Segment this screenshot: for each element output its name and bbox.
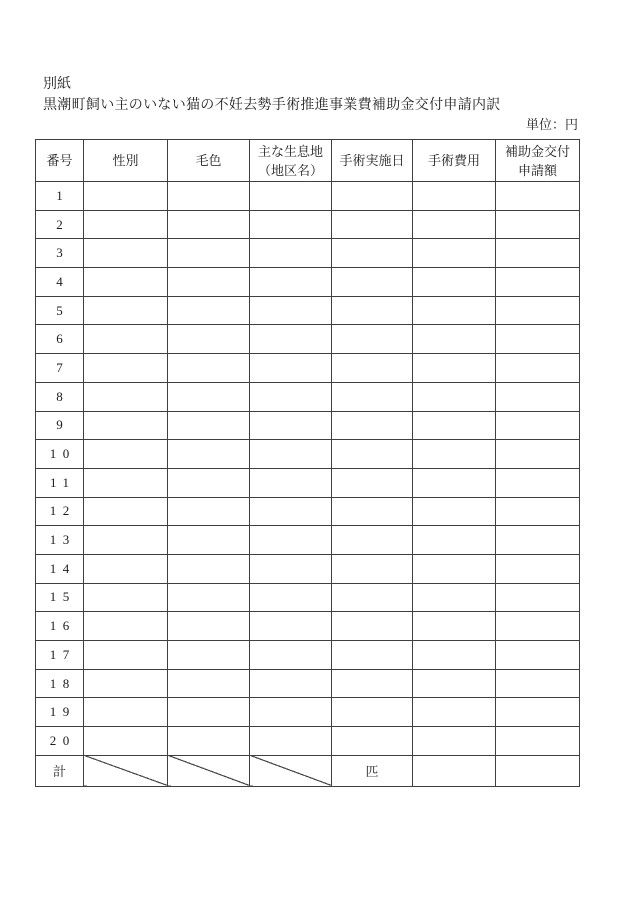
habitat-cell (250, 354, 332, 383)
habitat-cell (250, 554, 332, 583)
habitat-cell (250, 411, 332, 440)
row-number-cell: 9 (36, 411, 84, 440)
coat-color-cell (168, 268, 250, 297)
surgery-cost-cell (413, 382, 496, 411)
subsidy-request-cell (496, 182, 580, 211)
subsidy-request-cell (496, 612, 580, 641)
coat-color-cell (168, 210, 250, 239)
habitat-cell (250, 440, 332, 469)
surgery-date-cell (332, 382, 413, 411)
attachment-label: 別紙 (43, 77, 71, 92)
surgery-date-cell (332, 239, 413, 268)
coat-color-cell (168, 554, 250, 583)
coat-color-cell (168, 669, 250, 698)
sex-cell (84, 612, 168, 641)
total-sex-slash-cell (84, 755, 168, 786)
sex-cell (84, 583, 168, 612)
row-number-cell: 1 (36, 182, 84, 211)
surgery-cost-cell (413, 296, 496, 325)
total-label-cell: 計 (36, 755, 84, 786)
surgery-cost-cell (413, 440, 496, 469)
surgery-date-cell (332, 554, 413, 583)
col-header-sex: 性別 (84, 140, 168, 182)
subsidy-request-cell (496, 354, 580, 383)
col-header-surgery-date: 手術実施日 (332, 140, 413, 182)
surgery-cost-cell (413, 268, 496, 297)
surgery-date-cell (332, 325, 413, 354)
document-title: 黒潮町飼い主のいない猫の不妊去勢手術推進事業費補助金交付申請内訳 (43, 98, 501, 113)
row-number-cell: 12 (36, 497, 84, 526)
surgery-cost-cell (413, 554, 496, 583)
application-breakdown-table (35, 139, 580, 787)
sex-cell (84, 641, 168, 670)
total-habitat-slash-cell (250, 755, 332, 786)
subsidy-request-cell (496, 239, 580, 268)
surgery-date-cell (332, 526, 413, 555)
surgery-date-cell (332, 698, 413, 727)
row-number-cell: 3 (36, 239, 84, 268)
sex-cell (84, 239, 168, 268)
coat-color-cell (168, 727, 250, 756)
habitat-cell (250, 641, 332, 670)
table-row-17 (36, 641, 580, 670)
table-row-13 (36, 526, 580, 555)
surgery-date-cell (332, 296, 413, 325)
surgery-date-cell (332, 210, 413, 239)
table-row-19 (36, 698, 580, 727)
sex-cell (84, 669, 168, 698)
sex-cell (84, 727, 168, 756)
table-row-7 (36, 354, 580, 383)
total-coat-color-slash-cell (168, 755, 250, 786)
habitat-cell (250, 239, 332, 268)
table-row-12 (36, 497, 580, 526)
row-number-cell: 17 (36, 641, 84, 670)
col-header-number: 番号 (36, 140, 84, 182)
habitat-cell (250, 210, 332, 239)
coat-color-cell (168, 411, 250, 440)
coat-color-cell (168, 583, 250, 612)
surgery-date-cell (332, 354, 413, 383)
table-total-row (36, 755, 580, 786)
subsidy-request-cell (496, 325, 580, 354)
sex-cell (84, 554, 168, 583)
surgery-date-cell (332, 669, 413, 698)
subsidy-request-cell (496, 641, 580, 670)
habitat-cell (250, 583, 332, 612)
coat-color-cell (168, 325, 250, 354)
subsidy-request-cell (496, 526, 580, 555)
habitat-cell (250, 325, 332, 354)
table-row-18 (36, 669, 580, 698)
subsidy-request-cell (496, 296, 580, 325)
surgery-date-cell (332, 497, 413, 526)
subsidy-request-cell (496, 497, 580, 526)
table-row-14 (36, 554, 580, 583)
habitat-cell (250, 727, 332, 756)
surgery-date-cell (332, 468, 413, 497)
coat-color-cell (168, 239, 250, 268)
row-number-cell: 6 (36, 325, 84, 354)
table-row-5 (36, 296, 580, 325)
subsidy-request-cell (496, 411, 580, 440)
habitat-cell (250, 268, 332, 297)
sex-cell (84, 526, 168, 555)
table-row-15 (36, 583, 580, 612)
table-row-8 (36, 382, 580, 411)
row-number-cell: 15 (36, 583, 84, 612)
habitat-cell (250, 182, 332, 211)
surgery-cost-cell (413, 325, 496, 354)
subsidy-request-cell (496, 669, 580, 698)
coat-color-cell (168, 612, 250, 641)
coat-color-cell (168, 698, 250, 727)
sex-cell (84, 354, 168, 383)
row-number-cell: 11 (36, 468, 84, 497)
total-subsidy-request-cell (496, 755, 580, 786)
coat-color-cell (168, 468, 250, 497)
table-row-11 (36, 468, 580, 497)
row-number-cell: 13 (36, 526, 84, 555)
table-row-10 (36, 440, 580, 469)
subsidy-request-cell (496, 727, 580, 756)
surgery-cost-cell (413, 698, 496, 727)
row-number-cell: 18 (36, 669, 84, 698)
row-number-cell: 8 (36, 382, 84, 411)
table-row-20 (36, 727, 580, 756)
subsidy-request-cell (496, 382, 580, 411)
row-number-cell: 19 (36, 698, 84, 727)
total-count-unit-cell: 匹 (332, 755, 413, 786)
row-number-cell: 10 (36, 440, 84, 469)
habitat-cell (250, 698, 332, 727)
surgery-cost-cell (413, 669, 496, 698)
surgery-cost-cell (413, 641, 496, 670)
surgery-cost-cell (413, 239, 496, 268)
surgery-cost-cell (413, 210, 496, 239)
table-row-2 (36, 210, 580, 239)
sex-cell (84, 497, 168, 526)
coat-color-cell (168, 382, 250, 411)
surgery-date-cell (332, 641, 413, 670)
row-number-cell: 20 (36, 727, 84, 756)
table-row-3 (36, 239, 580, 268)
habitat-cell (250, 669, 332, 698)
col-header-coat-color: 毛色 (168, 140, 250, 182)
habitat-cell (250, 612, 332, 641)
surgery-cost-cell (413, 727, 496, 756)
surgery-cost-cell (413, 526, 496, 555)
subsidy-request-cell (496, 698, 580, 727)
sex-cell (84, 440, 168, 469)
coat-color-cell (168, 526, 250, 555)
surgery-date-cell (332, 440, 413, 469)
subsidy-request-cell (496, 554, 580, 583)
habitat-cell (250, 497, 332, 526)
col-header-surgery-cost: 手術費用 (413, 140, 496, 182)
row-number-cell: 16 (36, 612, 84, 641)
sex-cell (84, 182, 168, 211)
coat-color-cell (168, 497, 250, 526)
subsidy-request-cell (496, 468, 580, 497)
coat-color-cell (168, 354, 250, 383)
row-number-cell: 7 (36, 354, 84, 383)
unit-label: 単位：円 (525, 117, 578, 132)
col-header-habitat: 主な生息地 （地区名） (250, 140, 332, 182)
habitat-cell (250, 296, 332, 325)
coat-color-cell (168, 182, 250, 211)
total-surgery-cost-cell (413, 755, 496, 786)
surgery-date-cell (332, 612, 413, 641)
table-row-9 (36, 411, 580, 440)
sex-cell (84, 382, 168, 411)
subsidy-request-cell (496, 210, 580, 239)
subsidy-request-cell (496, 440, 580, 469)
coat-color-cell (168, 296, 250, 325)
surgery-cost-cell (413, 468, 496, 497)
sex-cell (84, 411, 168, 440)
table-row-16 (36, 612, 580, 641)
row-number-cell: 14 (36, 554, 84, 583)
habitat-cell (250, 526, 332, 555)
row-number-cell: 5 (36, 296, 84, 325)
surgery-date-cell (332, 583, 413, 612)
surgery-date-cell (332, 182, 413, 211)
coat-color-cell (168, 440, 250, 469)
surgery-cost-cell (413, 411, 496, 440)
surgery-date-cell (332, 268, 413, 297)
sex-cell (84, 296, 168, 325)
sex-cell (84, 698, 168, 727)
surgery-cost-cell (413, 354, 496, 383)
surgery-cost-cell (413, 583, 496, 612)
row-number-cell: 2 (36, 210, 84, 239)
table-row-4 (36, 268, 580, 297)
sex-cell (84, 268, 168, 297)
table-row-1 (36, 182, 580, 211)
subsidy-request-cell (496, 268, 580, 297)
row-number-cell: 4 (36, 268, 84, 297)
habitat-cell (250, 468, 332, 497)
surgery-date-cell (332, 727, 413, 756)
coat-color-cell (168, 641, 250, 670)
surgery-cost-cell (413, 182, 496, 211)
table-row-6 (36, 325, 580, 354)
habitat-cell (250, 382, 332, 411)
surgery-date-cell (332, 411, 413, 440)
surgery-cost-cell (413, 612, 496, 641)
sex-cell (84, 325, 168, 354)
subsidy-request-cell (496, 583, 580, 612)
surgery-cost-cell (413, 497, 496, 526)
table-header-row (36, 140, 580, 182)
sex-cell (84, 210, 168, 239)
col-header-subsidy-request: 補助金交付 申請額 (496, 140, 580, 182)
sex-cell (84, 468, 168, 497)
